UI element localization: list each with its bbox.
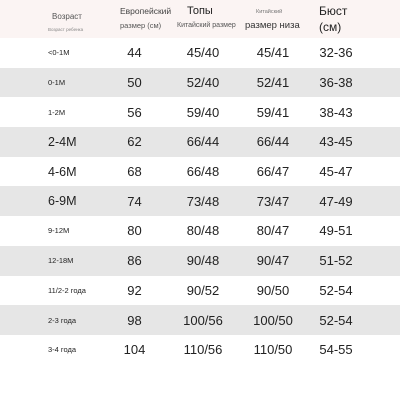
header-bust xyxy=(315,0,365,38)
table-row xyxy=(0,216,400,246)
eu-size-cell: 86 xyxy=(127,253,142,269)
header-age-title: Возраст xyxy=(52,12,82,21)
table-row xyxy=(0,68,400,98)
bust-cell: 43-45 xyxy=(319,134,353,150)
bottoms-size-cell: 90/50 xyxy=(256,282,290,298)
bust-cell: 49-51 xyxy=(319,223,353,239)
tops-size-cell: 45/40 xyxy=(186,45,220,61)
table-body xyxy=(0,38,400,365)
tops-size-cell: 73/48 xyxy=(186,193,220,209)
age-cell: <0-1M xyxy=(48,48,70,58)
header-age xyxy=(46,0,106,38)
age-cell: 11/2-2 года xyxy=(48,285,86,295)
bust-cell: 52-54 xyxy=(319,312,353,328)
tops-size-cell: 100/56 xyxy=(183,312,223,328)
bottoms-size-cell: 80/47 xyxy=(256,223,290,239)
tops-size-cell: 66/48 xyxy=(186,164,220,180)
table-row xyxy=(0,305,400,335)
bust-cell: 36-38 xyxy=(319,75,353,91)
bust-cell: 47-49 xyxy=(319,193,353,209)
eu-size-cell: 44 xyxy=(127,45,142,61)
age-cell: 2-3 года xyxy=(48,315,77,325)
header-eu-title: Европейский xyxy=(120,6,172,16)
table-row xyxy=(0,97,400,127)
tops-size-cell: 52/40 xyxy=(186,75,220,91)
table-row xyxy=(0,127,400,157)
header-tops-title: Топы xyxy=(187,5,213,17)
age-cell: 1-2M xyxy=(48,107,66,117)
header-eu-subtitle: размер (см) xyxy=(120,21,162,30)
header-eu-size xyxy=(108,0,172,38)
bust-cell: 38-43 xyxy=(319,104,353,120)
table-row xyxy=(0,38,400,68)
bust-cell: 45-47 xyxy=(319,164,353,180)
age-cell: 0-1M xyxy=(48,78,66,88)
bottoms-size-cell: 90/47 xyxy=(256,253,290,269)
age-cell: 12-18M xyxy=(48,256,74,266)
table-row xyxy=(0,157,400,187)
header-bottoms-title: Китайский xyxy=(256,9,283,15)
bottoms-size-cell: 110/50 xyxy=(253,342,293,358)
header-age-subtitle: Возраст ребенка xyxy=(48,27,84,32)
eu-size-cell: 50 xyxy=(127,75,142,91)
eu-size-cell: 56 xyxy=(127,104,142,120)
bottoms-size-cell: 66/47 xyxy=(256,164,290,180)
eu-size-cell: 104 xyxy=(123,342,146,358)
table-row xyxy=(0,186,400,216)
tops-size-cell: 90/52 xyxy=(186,282,220,298)
table-row xyxy=(0,335,400,365)
bottoms-size-cell: 73/47 xyxy=(256,193,290,209)
bust-cell: 32-36 xyxy=(319,45,353,61)
bust-cell: 51-52 xyxy=(319,253,353,269)
tops-size-cell: 59/40 xyxy=(186,104,220,120)
bottoms-size-cell: 59/41 xyxy=(256,104,290,120)
table-row xyxy=(0,246,400,276)
age-cell: 2-4M xyxy=(48,134,77,149)
tops-size-cell: 110/56 xyxy=(183,342,223,358)
bust-cell: 54-55 xyxy=(319,342,353,358)
eu-size-cell: 80 xyxy=(127,223,142,239)
tops-size-cell: 90/48 xyxy=(186,253,220,269)
header-bust-title: Бюст xyxy=(319,4,348,18)
bottoms-size-cell: 100/50 xyxy=(253,312,293,328)
age-cell: 9-12M xyxy=(48,226,70,236)
bottoms-size-cell: 66/44 xyxy=(256,134,290,150)
table-header xyxy=(0,0,400,38)
bottoms-size-cell: 45/41 xyxy=(256,45,290,61)
eu-size-cell: 74 xyxy=(127,193,142,209)
age-cell: 3-4 года xyxy=(48,345,77,355)
table-row xyxy=(0,276,400,306)
header-tops-subtitle: Китайский размер xyxy=(177,22,236,29)
eu-size-cell: 62 xyxy=(127,134,142,150)
eu-size-cell: 68 xyxy=(127,164,142,180)
bottoms-size-cell: 52/41 xyxy=(256,75,290,91)
header-bottoms xyxy=(243,0,308,38)
eu-size-cell: 92 xyxy=(127,282,142,298)
tops-size-cell: 66/44 xyxy=(186,134,220,150)
header-tops xyxy=(175,0,245,38)
header-bust-subtitle: (см) xyxy=(319,20,342,34)
tops-size-cell: 80/48 xyxy=(186,223,220,239)
header-bottoms-subtitle: размер низа xyxy=(245,20,300,31)
eu-size-cell: 98 xyxy=(127,312,142,328)
bust-cell: 52-54 xyxy=(319,282,353,298)
age-cell: 6-9M xyxy=(48,194,77,209)
age-cell: 4-6M xyxy=(48,164,77,179)
